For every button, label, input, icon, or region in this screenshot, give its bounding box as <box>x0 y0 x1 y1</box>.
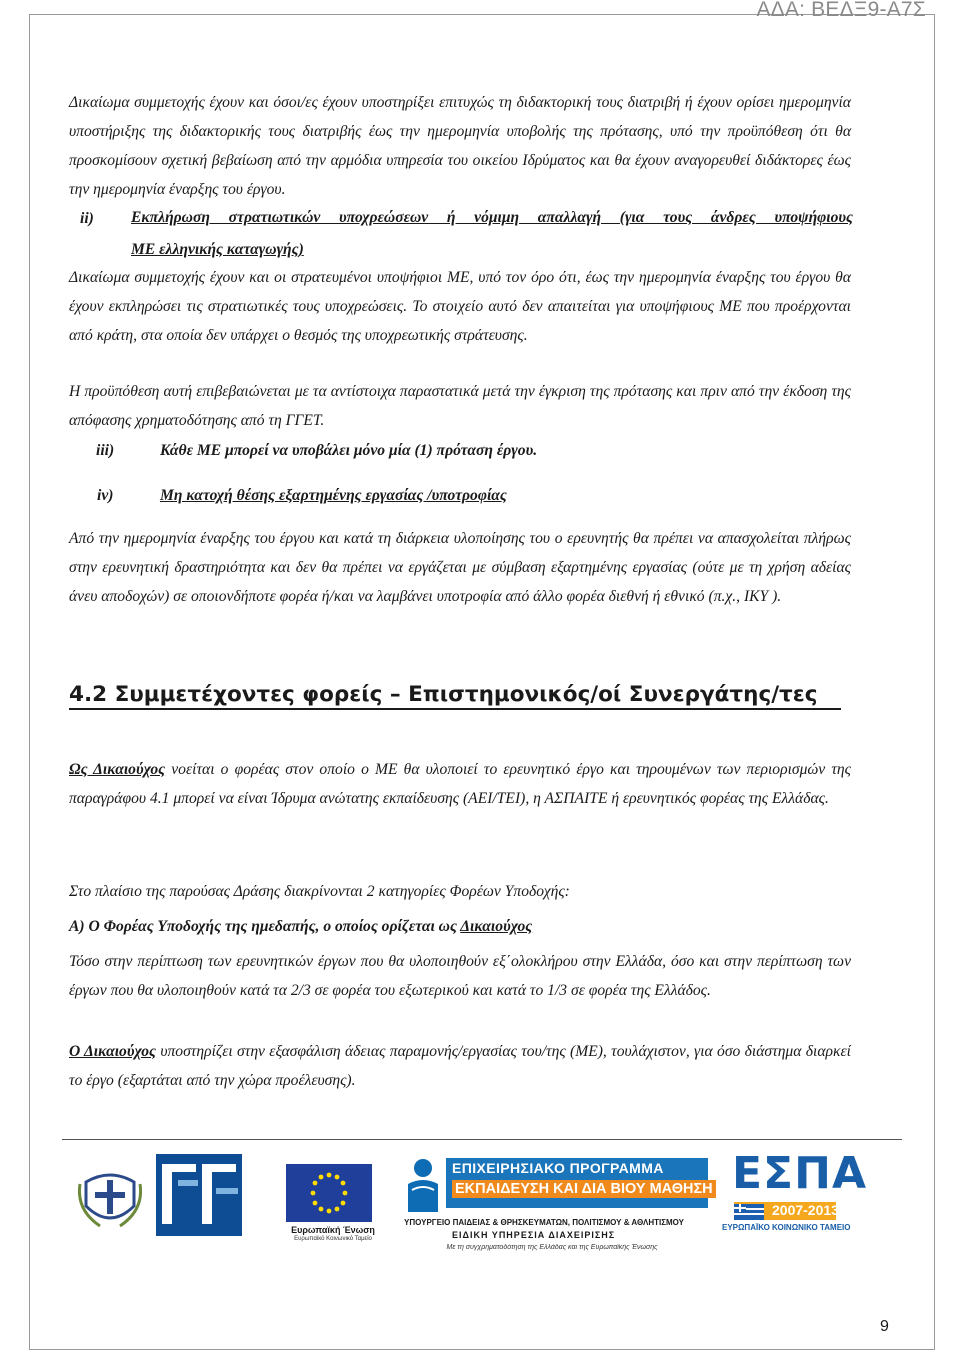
beneficiary-paragraph <box>69 755 851 813</box>
ada-code: ΑΔΑ: ΒΕΔΞ9-Α7Σ <box>756 0 926 21</box>
footer-divider <box>62 1139 902 1140</box>
espa-logo-text: ΕΣΠΑ <box>732 1148 867 1199</box>
item-ii-heading <box>131 203 853 264</box>
beneficiary2-label: Ο Δικαιούχος <box>69 1043 156 1060</box>
item-iii-text: Κάθε ΜΕ μπορεί να υποβάλει μόνο μία (1) πρόταση έργου. <box>160 442 538 459</box>
page-number: 9 <box>880 1318 889 1335</box>
item-ii-heading-line2: ΜΕ ελληνικής καταγωγής) <box>131 241 304 258</box>
eu-flag-icon <box>286 1164 372 1222</box>
item-iv-number: iv) <box>97 487 114 504</box>
ministry-label: ΥΠΟΥΡΓΕΙΟ ΠΑΙΔΕΙΑΣ & ΘΡΗΣΚΕΥΜΑΤΩΝ, ΠΟΛΙΤΙΣΜΟΥ & ΑΘΛΗΤΙΣΜΟΥ <box>404 1218 684 1227</box>
espa-fund-label: ΕΥΡΩΠΑΪΚΟ ΚΟΙΝΩΝΙΚΟ ΤΑΜΕΙΟ <box>722 1223 851 1232</box>
beneficiary-label: Ως Δικαιούχος <box>69 761 166 778</box>
item-iv-heading: Μη κατοχή θέσης εξαρτημένης εργασίας /υποτροφίας <box>160 487 507 504</box>
cofunding-note: Με τη συγχρηματοδότηση της Ελλάδας και της Ευρωπαϊκής Ένωσης <box>446 1244 658 1251</box>
military-paragraph: Δικαίωμα συμμετοχής έχουν και οι στρατευμένοι υποψήφιοι ΜΕ, υπό τον όρο ότι, έως την ημερομηνία έναρξης του έργου θα έχουν εκπληρώσει τις στρατιωτικές τους υποχρεώσεις. Το στοιχείο αυτό δεν απαιτείται για υποψήφιους ΜΕ που προέρχονται από κράτη, στα οποία δεν υπάρχει ο θεσμός της υποχρεωτικής στράτευσης. <box>69 269 851 344</box>
category-a-underlined: Δικαιούχος <box>460 918 533 935</box>
employment-paragraph: Από την ημερομηνία έναρξης του έργου και κατά τη διάρκεια υλοποίησης του ο ερευνητής θα πρέπει να απασχολείται πλήρως στην ερευνητική δραστηριότητα και δεν θα πρέπει να εργάζεται με σύμβαση εξαρτημένης εργασίας (ούτε με τη χρήση αδείας άνευ αποδοχών) σε οποιονδήποτε φορέα ή/και να λαμβάνει υποτροφία από άλλο φορέα διεθνή ή εθνικό (π.χ., ΙΚΥ ). <box>69 530 851 605</box>
verification-paragraph: Η προϋπόθεση αυτή επιβεβαιώνεται με τα αντίστοιχα παραστατικά μετά την έγκριση της πρότασης και πριν από την έκδοση της απόφασης χρηματοδότησης από τη ΓΓΕΤ. <box>69 383 851 429</box>
funding-logos-banner <box>72 1142 907 1251</box>
category-a-paragraph: Τόσο στην περίπτωση των ερευνητικών έργων που θα υλοποιηθούν εξ΄ολοκλήρου στην Ελλάδα, όσο και στην περίπτωση των έργων που θα υλοποιηθούν κατά τα 2/3 σε φορέα του εξωτερικού και κατά το 1/3 σε φορέα της Ελλάδος. <box>69 953 851 999</box>
section-title: 4.2 Συμμετέχοντες φορείς – Επιστημονικός/οί Συνεργάτης/τες <box>69 682 841 710</box>
managing-authority-label: ΕΙΔΙΚΗ ΥΠΗΡΕΣΙΑ ΔΙΑΧΕΙΡΙΣΗΣ <box>452 1230 616 1240</box>
program-line2: ΕΚΠΑΙΔΕΥΣΗ ΚΑΙ ΔΙΑ ΒΙΟΥ ΜΑΘΗΣΗ <box>452 1180 716 1198</box>
eu-label: Ευρωπαϊκή Ένωση <box>291 1225 375 1235</box>
categories-intro: Στο πλαίσιο της παρούσας Δράσης διακρίνονται 2 κατηγορίες Φορέων Υποδοχής: <box>69 883 570 900</box>
gget-logo-text: ΓΓΕΤ <box>156 1234 161 1236</box>
category-a-prefix: Α) Ο Φορέας Υποδοχής της ημεδαπής, ο οποίος ορίζεται ως <box>69 918 461 935</box>
greek-coat-of-arms-icon <box>78 1164 142 1234</box>
item-ii-heading-line1: Εκπλήρωση στρατιωτικών υποχρεώσεων ή νόμιμη απαλλαγή (για τους άνδρες υποψήφιους <box>131 209 853 226</box>
espa-years: 2007-2013 <box>772 1202 839 1218</box>
category-a-heading <box>69 912 851 941</box>
greek-flag-icon <box>734 1204 764 1220</box>
program-line1: ΕΠΙΧΕΙΡΗΣΙΑΚΟ ΠΡΟΓΡΑΜΜΑ <box>452 1160 664 1176</box>
beneficiary2-text: υποστηρίζει στην εξασφάλιση άδειας παραμονής/εργασίας του/της (ΜΕ), τουλάχιστον, για όσο διάστημα διαρκεί το έργο (εξαρτάται από την χώρα προέλευσης). <box>69 1043 851 1089</box>
beneficiary-text: νοείται ο φορέας στον οποίο ο ΜΕ θα υλοποιεί το ερευνητικό έργο και τηρουμένων των περιορισμών της παραγράφου 4.1 μπορεί να είναι Ίδρυμα ανώτατης εκπαίδευσης (ΑΕΙ/ΤΕΙ), η ΑΣΠΑΙΤΕ ή ερευνητικός φορέας της Ελλάδας. <box>69 761 851 807</box>
eligibility-paragraph: Δικαίωμα συμμετοχής έχουν και όσοι/ες έχουν υποστηρίξει επιτυχώς τη διδακτορική τους διατριβή ή έχουν ορίσει ημερομηνία υποστήριξης της διδακτορικής τους διατριβής έως την ημερομηνία υποβολής της πρότασης, υπό την προϋπόθεση ότι θα προσκομίσουν σχετική βεβαίωση από την αρμόδια υπηρεσία του οικείου Ιδρύματος και θα έχουν αναγορευθεί διδάκτορες έως την ημερομηνία έναρξης του έργου. <box>69 94 851 198</box>
item-ii-number: ii) <box>80 210 94 227</box>
beneficiary2-paragraph <box>69 1037 851 1095</box>
eu-sublabel: Ευρωπαϊκό Κοινωνικό Ταμείο <box>294 1236 372 1242</box>
gget-logo <box>156 1154 242 1236</box>
item-iii-number: iii) <box>96 442 115 459</box>
program-emblem-icon <box>404 1156 442 1214</box>
